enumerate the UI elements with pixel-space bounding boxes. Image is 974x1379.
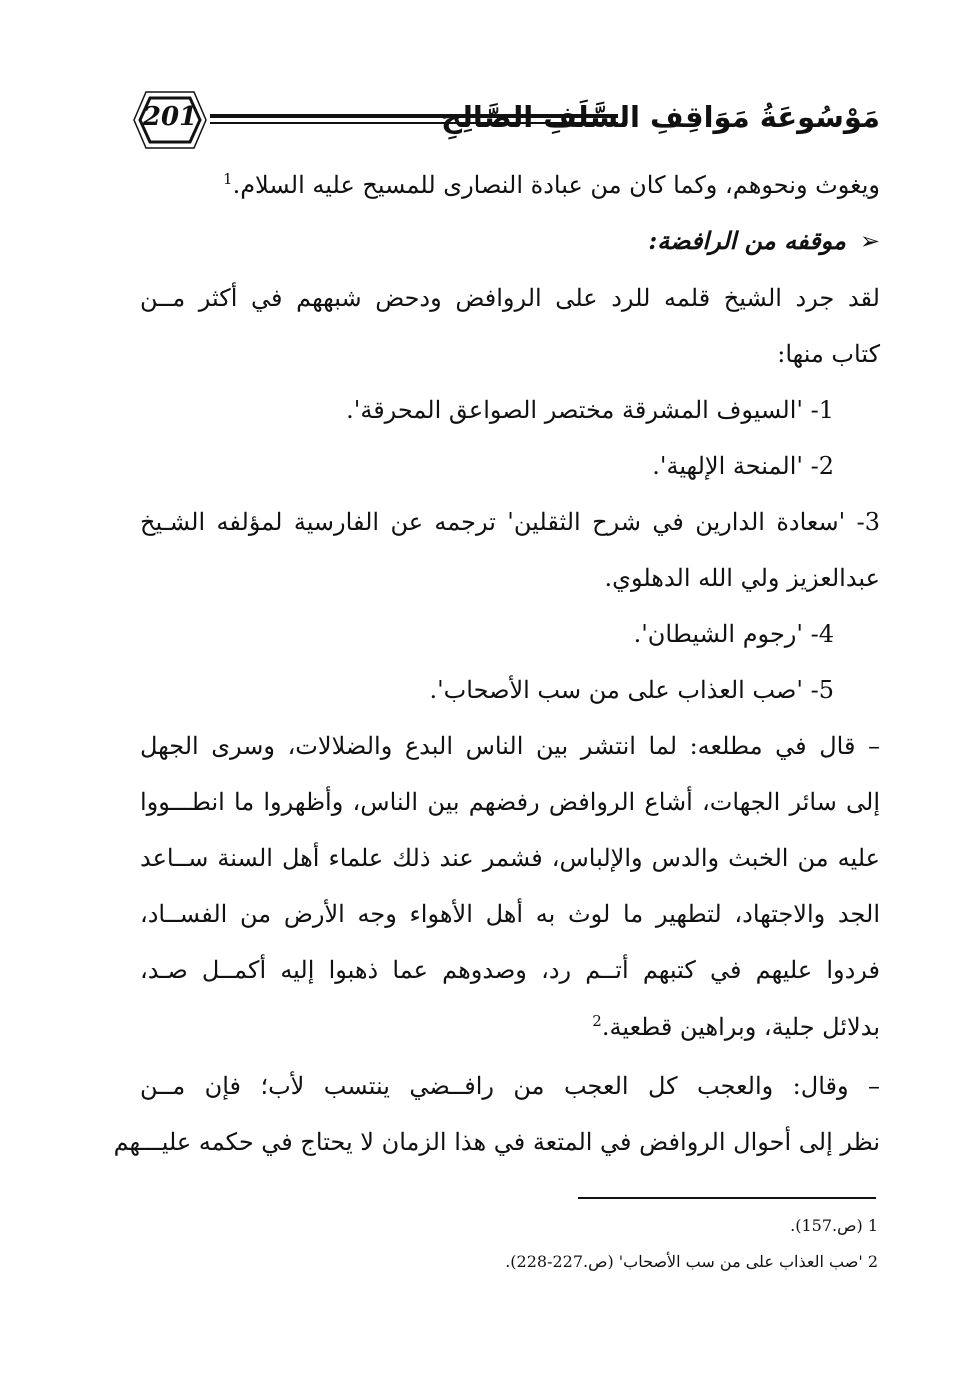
- footnote-ref: 2: [592, 1012, 602, 1030]
- footnote-number: 1: [867, 1216, 878, 1235]
- section-heading: [648, 226, 880, 255]
- footnote-text: 'صب العذاب على من سب الأصحاب' (ص.227-228).: [505, 1252, 863, 1271]
- list-item: 2- 'المنحة الإلهية'.: [652, 452, 834, 480]
- page-number: 201: [142, 102, 198, 132]
- paragraph-line: الجد والاجتهاد، لتطهير ما لوث به أهل الأهواء وجه الأرض من الفســاد،: [140, 900, 880, 928]
- paragraph-line: – قال في مطلعه: لما انتشر بين الناس البدع والضلالات، وسرى الجهل: [140, 732, 880, 760]
- list-item: 1- 'السيوف المشرقة مختصر الصواعق المحرقة'.: [346, 396, 834, 424]
- page-header: [130, 88, 880, 158]
- paragraph-line: عليه من الخبث والدس والإلباس، فشمر عند ذلك علماء أهل السنة ســاعد: [140, 844, 880, 872]
- footnote-divider: [578, 1197, 876, 1199]
- list-item: 5- 'صب العذاب على من سب الأصحاب'.: [429, 676, 834, 704]
- paragraph-line: لقد جرد الشيخ قلمه للرد على الروافض ودحض شبههم في أكثر مــن: [140, 284, 880, 312]
- list-item-continuation: عبدالعزيز ولي الله الدهلوي.: [604, 564, 880, 592]
- list-item: 3- 'سعادة الدارين في شرح الثقلين' ترجمه عن الفارسية لمؤلفه الشـيخ: [140, 508, 880, 536]
- footnote: [790, 1216, 878, 1235]
- continuation-line: [223, 170, 880, 199]
- paragraph-line: فردوا عليهم في كتبهم أتــم رد، وصدوهم عما ذهبوا إليه أكمــل صـد،: [140, 956, 880, 984]
- paragraph-text: بدلائل جلية، وبراهين قطعية.: [601, 1013, 880, 1041]
- paragraph-line: نظر إلى أحوال الروافض في المتعة في هذا الزمان لا يحتاج في حكمه عليـــهم: [113, 1128, 880, 1156]
- paragraph-line: [592, 1012, 880, 1041]
- continuation-text: ويغوث ونحوهم، وكما كان من عبادة النصارى للمسيح عليه السلام.: [232, 171, 880, 199]
- footnote-number: 2: [867, 1252, 878, 1271]
- series-title: مَوْسُوعَةُ مَوَاقِفِ السَّلَفِ الصَّالِحِ: [441, 100, 880, 134]
- paragraph-line: – وقال: والعجب كل العجب من رافــضي ينتسب لأب؛ فإن مــن: [140, 1072, 880, 1100]
- page-number-badge: [130, 88, 210, 152]
- footnote: [505, 1252, 878, 1271]
- footnote-text: (ص.157).: [790, 1216, 863, 1235]
- paragraph-line: كتاب منها:: [777, 340, 880, 368]
- list-item: 4- 'رجوم الشيطان'.: [633, 620, 834, 648]
- section-heading-text: موقفه من الرافضة:: [648, 226, 846, 255]
- footnote-ref: 1: [223, 170, 233, 188]
- arrow-bullet-icon: ➢: [859, 227, 880, 255]
- paragraph-line: إلى سائر الجهات، أشاع الروافض رفضهم بين الناس، وأظهروا ما انطـــووا: [140, 788, 880, 816]
